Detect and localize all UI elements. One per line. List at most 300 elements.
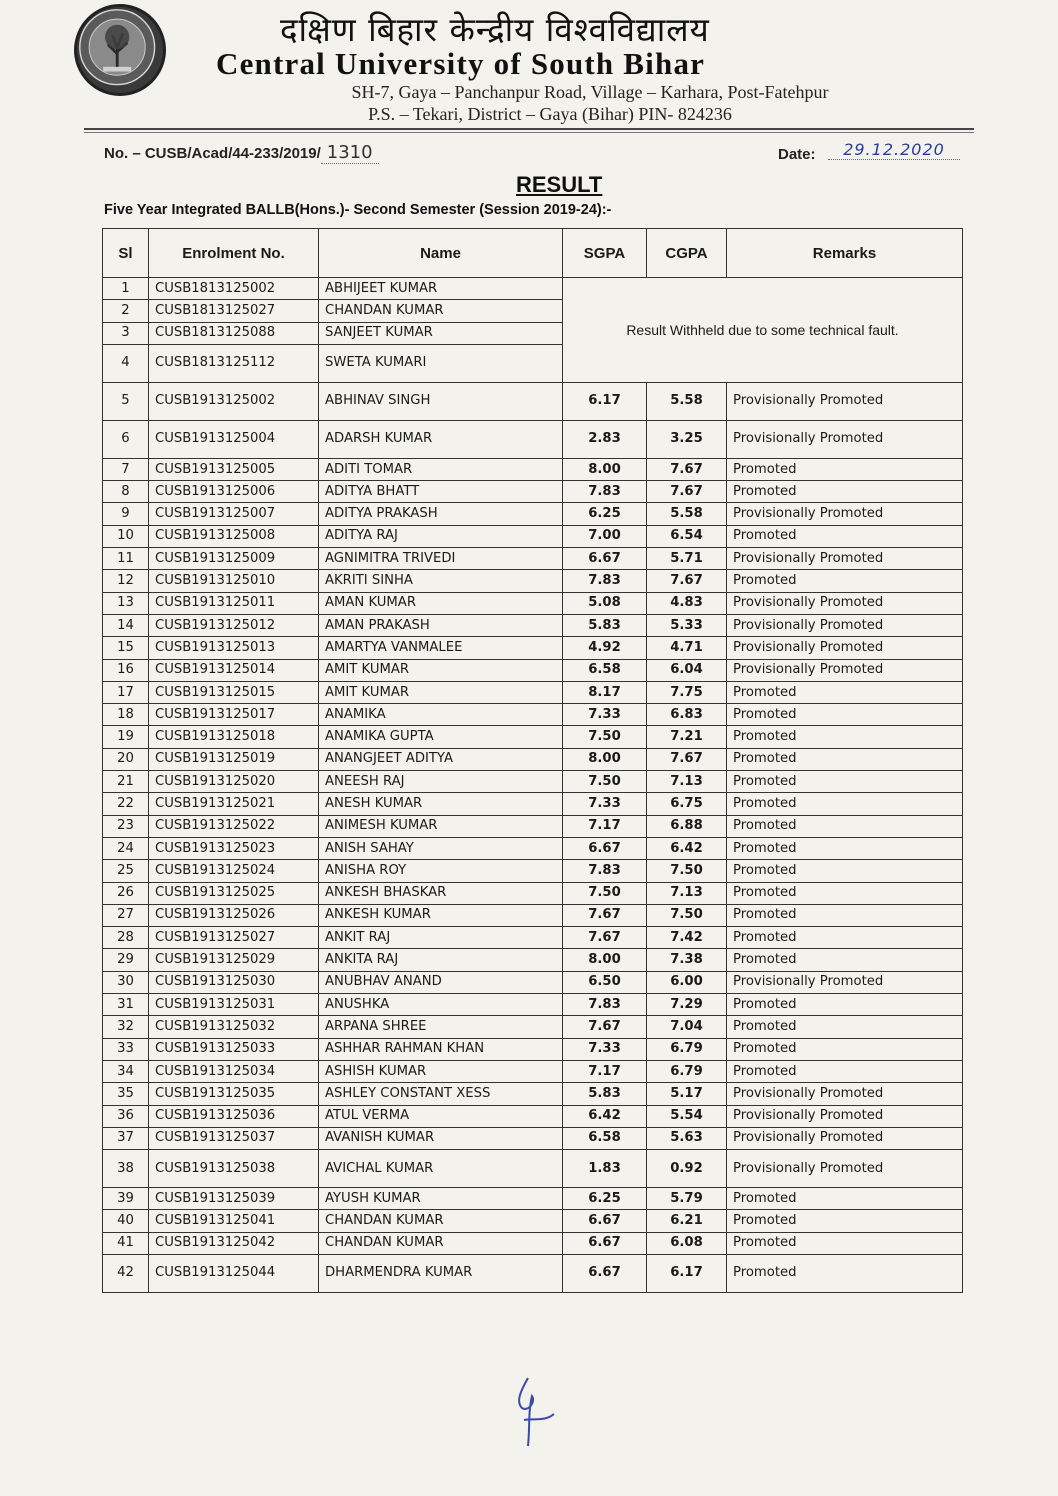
cell-sl: 4 xyxy=(103,344,149,382)
cell-enrolment: CUSB1913125002 xyxy=(149,382,319,420)
cell-remarks: Promoted xyxy=(727,949,963,971)
cell-sgpa: 1.83 xyxy=(563,1150,647,1188)
cell-cgpa: 3.25 xyxy=(647,420,727,458)
cell-name: AMIT KUMAR xyxy=(319,659,563,681)
cell-name: ADITYA PRAKASH xyxy=(319,503,563,525)
cell-name: AMARTYA VANMALEE xyxy=(319,637,563,659)
cell-name: ADITYA BHATT xyxy=(319,481,563,503)
cell-cgpa: 6.17 xyxy=(647,1254,727,1292)
cell-cgpa: 7.75 xyxy=(647,681,727,703)
table-row xyxy=(103,592,963,614)
cell-enrolment: CUSB1913125041 xyxy=(149,1210,319,1232)
cell-sl: 38 xyxy=(103,1150,149,1188)
cell-sgpa: 7.33 xyxy=(563,704,647,726)
cell-remarks: Provisionally Promoted xyxy=(727,614,963,636)
cell-cgpa: 5.71 xyxy=(647,548,727,570)
cell-enrolment: CUSB1913125030 xyxy=(149,971,319,993)
cell-cgpa: 7.13 xyxy=(647,771,727,793)
cell-sgpa: 7.17 xyxy=(563,1060,647,1082)
cell-name: SANJEET KUMAR xyxy=(319,322,563,344)
cell-cgpa: 7.67 xyxy=(647,481,727,503)
cell-sl: 24 xyxy=(103,837,149,859)
cell-name: AVICHAL KUMAR xyxy=(319,1150,563,1188)
cell-enrolment: CUSB1913125009 xyxy=(149,548,319,570)
cell-cgpa: 6.00 xyxy=(647,971,727,993)
table-row xyxy=(103,481,963,503)
cell-cgpa: 7.67 xyxy=(647,570,727,592)
cell-sl: 19 xyxy=(103,726,149,748)
cell-enrolment: CUSB1913125011 xyxy=(149,592,319,614)
cell-sl: 2 xyxy=(103,300,149,322)
cell-enrolment: CUSB1813125027 xyxy=(149,300,319,322)
header-name: Name xyxy=(319,229,563,278)
cell-sl: 30 xyxy=(103,971,149,993)
cell-name: ANANGJEET ADITYA xyxy=(319,748,563,770)
cell-sl: 5 xyxy=(103,382,149,420)
cell-cgpa: 6.79 xyxy=(647,1060,727,1082)
table-row xyxy=(103,382,963,420)
cell-sl: 41 xyxy=(103,1232,149,1254)
cell-sl: 21 xyxy=(103,771,149,793)
header-enrolment: Enrolment No. xyxy=(149,229,319,278)
cell-cgpa: 7.29 xyxy=(647,994,727,1016)
cell-sl: 8 xyxy=(103,481,149,503)
cell-sl: 6 xyxy=(103,420,149,458)
cell-enrolment: CUSB1913125029 xyxy=(149,949,319,971)
table-row xyxy=(103,458,963,480)
reference-number xyxy=(104,142,379,163)
cell-enrolment: CUSB1913125010 xyxy=(149,570,319,592)
cell-remarks: Promoted xyxy=(727,1016,963,1038)
cell-enrolment: CUSB1913125024 xyxy=(149,860,319,882)
cell-remarks: Promoted xyxy=(727,793,963,815)
cell-sl: 26 xyxy=(103,882,149,904)
cell-cgpa: 6.54 xyxy=(647,525,727,547)
cell-sl: 17 xyxy=(103,681,149,703)
cell-enrolment: CUSB1913125005 xyxy=(149,458,319,480)
cell-enrolment: CUSB1913125031 xyxy=(149,994,319,1016)
table-row xyxy=(103,278,963,300)
table-row xyxy=(103,771,963,793)
cell-name: ASHISH KUMAR xyxy=(319,1060,563,1082)
cell-remarks: Provisionally Promoted xyxy=(727,382,963,420)
cell-sl: 12 xyxy=(103,570,149,592)
cell-sl: 11 xyxy=(103,548,149,570)
cell-sl: 42 xyxy=(103,1254,149,1292)
table-row xyxy=(103,1060,963,1082)
cell-sl: 35 xyxy=(103,1083,149,1105)
table-row xyxy=(103,570,963,592)
cell-name: ABHINAV SINGH xyxy=(319,382,563,420)
cell-sgpa: 6.50 xyxy=(563,971,647,993)
cell-name: ANKITA RAJ xyxy=(319,949,563,971)
table-row xyxy=(103,704,963,726)
cell-remarks: Promoted xyxy=(727,570,963,592)
cell-remarks: Provisionally Promoted xyxy=(727,971,963,993)
cell-enrolment: CUSB1913125014 xyxy=(149,659,319,681)
cell-remarks: Provisionally Promoted xyxy=(727,420,963,458)
cell-remarks: Promoted xyxy=(727,458,963,480)
cell-name: AKRITI SINHA xyxy=(319,570,563,592)
cell-name: ANISHA ROY xyxy=(319,860,563,882)
cell-cgpa: 6.21 xyxy=(647,1210,727,1232)
cell-sgpa: 8.00 xyxy=(563,458,647,480)
cell-sgpa: 5.83 xyxy=(563,614,647,636)
header-remarks: Remarks xyxy=(727,229,963,278)
cell-sl: 16 xyxy=(103,659,149,681)
cell-cgpa: 7.50 xyxy=(647,860,727,882)
cell-sgpa: 6.25 xyxy=(563,503,647,525)
cell-name: ADITI TOMAR xyxy=(319,458,563,480)
cell-cgpa: 7.67 xyxy=(647,458,727,480)
cell-name: AMAN KUMAR xyxy=(319,592,563,614)
cell-name: ADITYA RAJ xyxy=(319,525,563,547)
cell-sl: 25 xyxy=(103,860,149,882)
cell-name: ANAMIKA GUPTA xyxy=(319,726,563,748)
cell-remarks: Promoted xyxy=(727,1232,963,1254)
cell-cgpa: 5.33 xyxy=(647,614,727,636)
cell-name: DHARMENDRA KUMAR xyxy=(319,1254,563,1292)
cell-sgpa: 7.50 xyxy=(563,882,647,904)
cell-remarks: Promoted xyxy=(727,882,963,904)
cell-sgpa: 7.67 xyxy=(563,927,647,949)
date-label: Date: xyxy=(778,146,816,163)
date-value: 29.12.2020 xyxy=(828,140,960,160)
cell-sgpa: 7.00 xyxy=(563,525,647,547)
cell-remarks: Promoted xyxy=(727,1254,963,1292)
cell-sl: 36 xyxy=(103,1105,149,1127)
cell-remarks: Promoted xyxy=(727,748,963,770)
cell-remarks: Provisionally Promoted xyxy=(727,503,963,525)
cell-remarks: Provisionally Promoted xyxy=(727,1127,963,1149)
cell-enrolment: CUSB1913125006 xyxy=(149,481,319,503)
cell-sgpa: 7.83 xyxy=(563,481,647,503)
cell-cgpa: 7.67 xyxy=(647,748,727,770)
cell-sgpa: 7.83 xyxy=(563,570,647,592)
cell-enrolment: CUSB1913125037 xyxy=(149,1127,319,1149)
cell-cgpa: 5.54 xyxy=(647,1105,727,1127)
cell-name: ANKIT RAJ xyxy=(319,927,563,949)
cell-name: ANUSHKA xyxy=(319,994,563,1016)
cell-name: CHANDAN KUMAR xyxy=(319,1232,563,1254)
cell-name: AMIT KUMAR xyxy=(319,681,563,703)
cell-enrolment: CUSB1913125038 xyxy=(149,1150,319,1188)
cell-remarks: Provisionally Promoted xyxy=(727,1105,963,1127)
table-row xyxy=(103,837,963,859)
table-row xyxy=(103,614,963,636)
cell-cgpa: 6.08 xyxy=(647,1232,727,1254)
reference-label: No. – CUSB/Acad/44-233/2019/ xyxy=(104,145,321,162)
table-row xyxy=(103,1150,963,1188)
cell-sgpa: 7.67 xyxy=(563,1016,647,1038)
table-row xyxy=(103,1016,963,1038)
cell-remarks: Promoted xyxy=(727,904,963,926)
table-row xyxy=(103,525,963,547)
cell-sgpa: 6.67 xyxy=(563,548,647,570)
cell-name: ANEESH RAJ xyxy=(319,771,563,793)
cell-cgpa: 7.21 xyxy=(647,726,727,748)
cell-remarks: Promoted xyxy=(727,927,963,949)
cell-remarks: Provisionally Promoted xyxy=(727,592,963,614)
cell-remarks: Provisionally Promoted xyxy=(727,548,963,570)
cell-sl: 3 xyxy=(103,322,149,344)
cell-sl: 28 xyxy=(103,927,149,949)
table-row xyxy=(103,793,963,815)
cell-sl: 27 xyxy=(103,904,149,926)
cell-enrolment: CUSB1913125017 xyxy=(149,704,319,726)
cell-enrolment: CUSB1913125039 xyxy=(149,1188,319,1210)
cell-enrolment: CUSB1913125026 xyxy=(149,904,319,926)
cell-cgpa: 6.42 xyxy=(647,837,727,859)
cell-sgpa: 8.00 xyxy=(563,949,647,971)
table-row xyxy=(103,1254,963,1292)
cell-remarks: Promoted xyxy=(727,481,963,503)
cell-sl: 39 xyxy=(103,1188,149,1210)
cell-sgpa: 5.83 xyxy=(563,1083,647,1105)
cell-sl: 23 xyxy=(103,815,149,837)
cell-name: CHANDAN KUMAR xyxy=(319,300,563,322)
cell-name: ATUL VERMA xyxy=(319,1105,563,1127)
cell-enrolment: CUSB1913125004 xyxy=(149,420,319,458)
table-row xyxy=(103,1127,963,1149)
cell-sgpa: 8.17 xyxy=(563,681,647,703)
cell-sl: 1 xyxy=(103,278,149,300)
cell-enrolment: CUSB1913125042 xyxy=(149,1232,319,1254)
cell-enrolment: CUSB1913125019 xyxy=(149,748,319,770)
table-row xyxy=(103,1105,963,1127)
cell-enrolment: CUSB1913125007 xyxy=(149,503,319,525)
cell-cgpa: 6.79 xyxy=(647,1038,727,1060)
cell-enrolment: CUSB1913125018 xyxy=(149,726,319,748)
cell-cgpa: 6.88 xyxy=(647,815,727,837)
table-row xyxy=(103,659,963,681)
header-sgpa: SGPA xyxy=(563,229,647,278)
cell-sgpa: 8.00 xyxy=(563,748,647,770)
table-row xyxy=(103,927,963,949)
cell-name: SWETA KUMARI xyxy=(319,344,563,382)
cell-cgpa: 5.58 xyxy=(647,382,727,420)
table-row xyxy=(103,1210,963,1232)
cell-sgpa: 7.33 xyxy=(563,793,647,815)
cell-remarks: Promoted xyxy=(727,681,963,703)
cell-sgpa: 6.25 xyxy=(563,1188,647,1210)
cell-sl: 13 xyxy=(103,592,149,614)
cell-sgpa: 7.67 xyxy=(563,904,647,926)
table-row xyxy=(103,548,963,570)
address-line-2: P.S. – Tekari, District – Gaya (Bihar) PIN- 824236 xyxy=(368,104,732,124)
table-row xyxy=(103,503,963,525)
table-row xyxy=(103,1038,963,1060)
header-sl: Sl xyxy=(103,229,149,278)
cell-sgpa: 4.92 xyxy=(563,637,647,659)
cell-enrolment: CUSB1913125033 xyxy=(149,1038,319,1060)
header-divider xyxy=(84,128,974,130)
cell-enrolment: CUSB1913125021 xyxy=(149,793,319,815)
cell-sgpa: 6.67 xyxy=(563,837,647,859)
cell-cgpa: 5.63 xyxy=(647,1127,727,1149)
cell-name: ABHIJEET KUMAR xyxy=(319,278,563,300)
cell-name: AGNIMITRA TRIVEDI xyxy=(319,548,563,570)
cell-name: ANKESH KUMAR xyxy=(319,904,563,926)
document-title: RESULT xyxy=(516,172,603,197)
cell-sgpa: 7.83 xyxy=(563,994,647,1016)
cell-remarks: Provisionally Promoted xyxy=(727,659,963,681)
cell-remarks: Promoted xyxy=(727,815,963,837)
cell-enrolment: CUSB1813125112 xyxy=(149,344,319,382)
table-row xyxy=(103,815,963,837)
cell-enrolment: CUSB1813125088 xyxy=(149,322,319,344)
cell-sl: 22 xyxy=(103,793,149,815)
cell-remarks: Promoted xyxy=(727,994,963,1016)
table-row xyxy=(103,882,963,904)
cell-cgpa: 7.50 xyxy=(647,904,727,926)
cell-remarks: Promoted xyxy=(727,525,963,547)
cell-remarks: Promoted xyxy=(727,1038,963,1060)
table-row xyxy=(103,726,963,748)
cell-cgpa: 6.04 xyxy=(647,659,727,681)
university-name-english: Central University of South Bihar xyxy=(216,46,706,81)
cell-name: ANISH SAHAY xyxy=(319,837,563,859)
cell-sl: 18 xyxy=(103,704,149,726)
cell-sl: 10 xyxy=(103,525,149,547)
cell-cgpa: 6.75 xyxy=(647,793,727,815)
cell-remarks: Provisionally Promoted xyxy=(727,1083,963,1105)
cell-remarks: Promoted xyxy=(727,1188,963,1210)
cell-cgpa: 5.79 xyxy=(647,1188,727,1210)
cell-remarks: Provisionally Promoted xyxy=(727,637,963,659)
table-row xyxy=(103,637,963,659)
table-row xyxy=(103,1083,963,1105)
cell-sgpa: 7.33 xyxy=(563,1038,647,1060)
cell-cgpa: 5.58 xyxy=(647,503,727,525)
cell-cgpa: 4.83 xyxy=(647,592,727,614)
table-row xyxy=(103,949,963,971)
cell-name: ADARSH KUMAR xyxy=(319,420,563,458)
cell-name: ARPANA SHREE xyxy=(319,1016,563,1038)
table-row xyxy=(103,860,963,882)
cell-enrolment: CUSB1913125008 xyxy=(149,525,319,547)
cell-sl: 29 xyxy=(103,949,149,971)
header-divider-thin xyxy=(84,132,974,133)
cell-enrolment: CUSB1913125015 xyxy=(149,681,319,703)
cell-name: AMAN PRAKASH xyxy=(319,614,563,636)
cell-remarks: Promoted xyxy=(727,1060,963,1082)
university-emblem-icon xyxy=(74,4,166,96)
cell-sl: 9 xyxy=(103,503,149,525)
cell-sgpa: 6.67 xyxy=(563,1210,647,1232)
cell-name: ANUBHAV ANAND xyxy=(319,971,563,993)
cell-cgpa: 7.42 xyxy=(647,927,727,949)
cell-sl: 34 xyxy=(103,1060,149,1082)
cell-enrolment: CUSB1913125032 xyxy=(149,1016,319,1038)
cell-cgpa: 6.83 xyxy=(647,704,727,726)
programme-subtitle: Five Year Integrated BALLB(Hons.)- Second Semester (Session 2019-24):- xyxy=(104,202,612,218)
cell-name: AYUSH KUMAR xyxy=(319,1188,563,1210)
cell-cgpa: 7.38 xyxy=(647,949,727,971)
cell-enrolment: CUSB1913125023 xyxy=(149,837,319,859)
cell-sgpa: 6.58 xyxy=(563,659,647,681)
address-line-1: SH-7, Gaya – Panchanpur Road, Village – Karhara, Post-Fatehpur xyxy=(351,82,829,102)
cell-cgpa: 5.17 xyxy=(647,1083,727,1105)
table-header-row xyxy=(103,229,963,278)
cell-sgpa: 6.42 xyxy=(563,1105,647,1127)
cell-enrolment: CUSB1913125027 xyxy=(149,927,319,949)
cell-remarks: Promoted xyxy=(727,1210,963,1232)
cell-sgpa: 7.50 xyxy=(563,726,647,748)
cell-remarks: Promoted xyxy=(727,860,963,882)
header-cgpa: CGPA xyxy=(647,229,727,278)
reference-handwritten-number: 1310 xyxy=(321,142,379,164)
cell-name: ASHHAR RAHMAN KHAN xyxy=(319,1038,563,1060)
cell-sgpa: 6.67 xyxy=(563,1232,647,1254)
cell-sgpa: 2.83 xyxy=(563,420,647,458)
cell-sl: 32 xyxy=(103,1016,149,1038)
table-row xyxy=(103,748,963,770)
cell-sl: 37 xyxy=(103,1127,149,1149)
table-row xyxy=(103,971,963,993)
results-table xyxy=(102,228,963,1293)
cell-enrolment: CUSB1813125002 xyxy=(149,278,319,300)
cell-sl: 40 xyxy=(103,1210,149,1232)
cell-enrolment: CUSB1913125025 xyxy=(149,882,319,904)
cell-sgpa: 5.08 xyxy=(563,592,647,614)
table-row xyxy=(103,1188,963,1210)
cell-remarks: Promoted xyxy=(727,726,963,748)
cell-remarks: Promoted xyxy=(727,771,963,793)
cell-sl: 20 xyxy=(103,748,149,770)
cell-name: ANKESH BHASKAR xyxy=(319,882,563,904)
cell-sl: 7 xyxy=(103,458,149,480)
university-name-hindi: दक्षिण बिहार केन्द्रीय विश्वविद्यालय xyxy=(280,10,710,49)
cell-name: ASHLEY CONSTANT XESS xyxy=(319,1083,563,1105)
cell-enrolment: CUSB1913125035 xyxy=(149,1083,319,1105)
cell-enrolment: CUSB1913125020 xyxy=(149,771,319,793)
table-row xyxy=(103,904,963,926)
table-row xyxy=(103,994,963,1016)
cell-enrolment: CUSB1913125022 xyxy=(149,815,319,837)
cell-sl: 15 xyxy=(103,637,149,659)
cell-sgpa: 7.83 xyxy=(563,860,647,882)
cell-sgpa: 6.17 xyxy=(563,382,647,420)
cell-cgpa: 0.92 xyxy=(647,1150,727,1188)
cell-remarks: Promoted xyxy=(727,704,963,726)
cell-cgpa: 7.13 xyxy=(647,882,727,904)
cell-enrolment: CUSB1913125034 xyxy=(149,1060,319,1082)
cell-name: ANAMIKA xyxy=(319,704,563,726)
cell-cgpa: 4.71 xyxy=(647,637,727,659)
cell-remarks: Promoted xyxy=(727,837,963,859)
cell-sgpa: 7.50 xyxy=(563,771,647,793)
cell-enrolment: CUSB1913125013 xyxy=(149,637,319,659)
cell-sgpa: 6.67 xyxy=(563,1254,647,1292)
cell-remarks: Provisionally Promoted xyxy=(727,1150,963,1188)
cell-sgpa: 7.17 xyxy=(563,815,647,837)
cell-enrolment: CUSB1913125044 xyxy=(149,1254,319,1292)
cell-enrolment: CUSB1913125012 xyxy=(149,614,319,636)
cell-name: AVANISH KUMAR xyxy=(319,1127,563,1149)
cell-sl: 33 xyxy=(103,1038,149,1060)
cell-cgpa: 7.04 xyxy=(647,1016,727,1038)
cell-enrolment: CUSB1913125036 xyxy=(149,1105,319,1127)
cell-sl: 31 xyxy=(103,994,149,1016)
table-row xyxy=(103,1232,963,1254)
cell-sl: 14 xyxy=(103,614,149,636)
cell-sgpa: 6.58 xyxy=(563,1127,647,1149)
cell-name: ANESH KUMAR xyxy=(319,793,563,815)
table-row xyxy=(103,420,963,458)
withheld-note: Result Withheld due to some technical fault. xyxy=(563,278,963,383)
handwritten-signature-icon xyxy=(506,1372,566,1452)
